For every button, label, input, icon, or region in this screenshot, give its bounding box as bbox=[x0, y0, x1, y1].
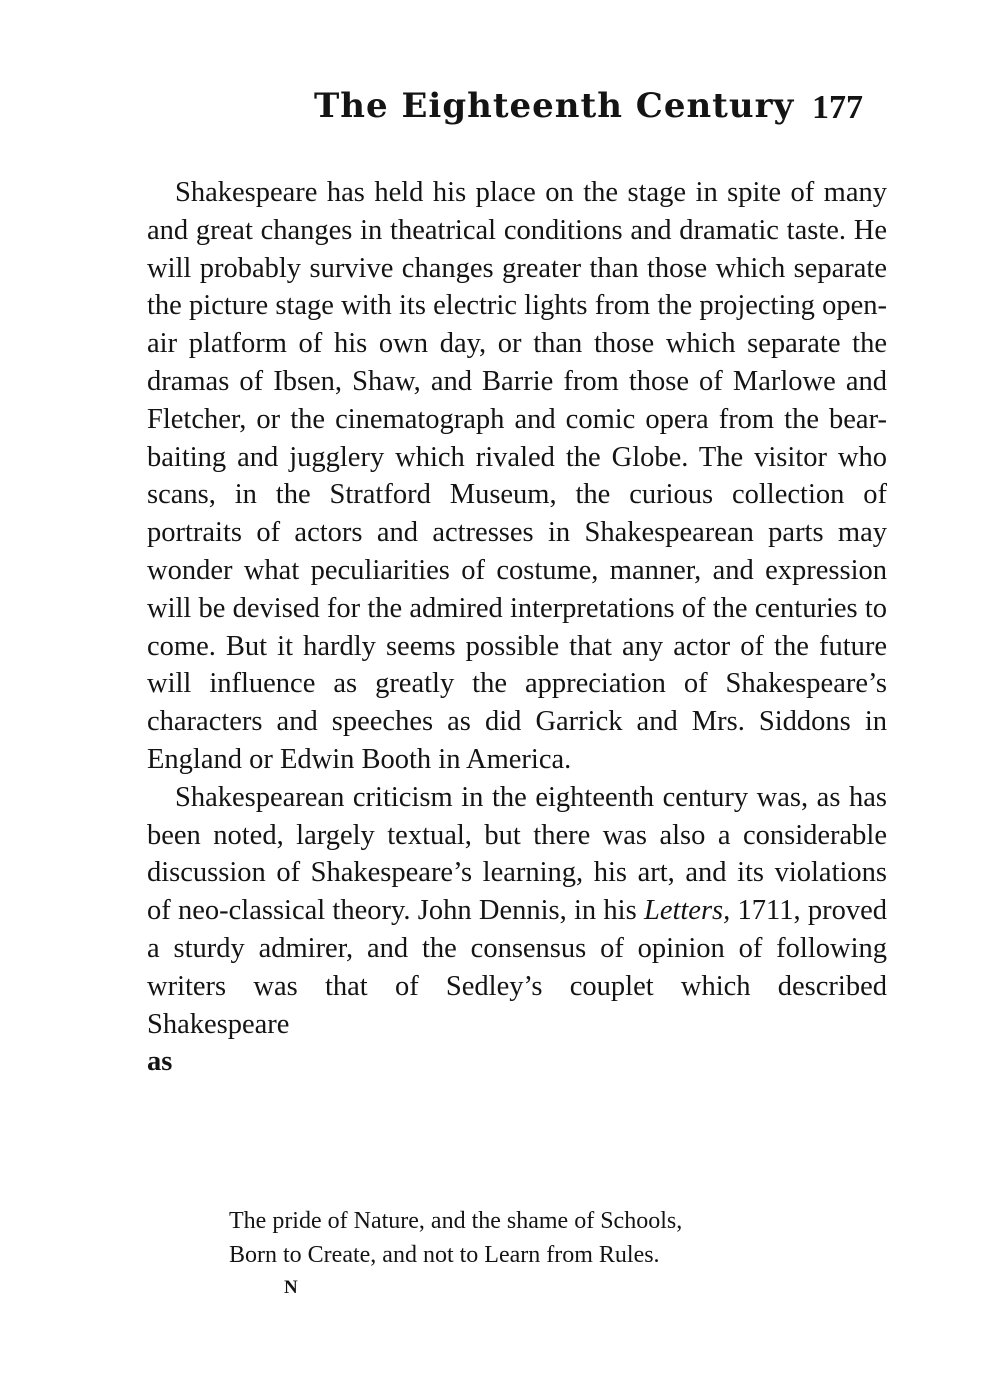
running-head-title: The Eighteenth Century bbox=[314, 86, 795, 126]
paragraph-criticism-text-start: Shakespearean criticism in the eighteenth century was, as has been noted, largely textual, but there was also a considerable discussion of Shakespeare’s learning, his art, and its violations of neo-classical theory. John Dennis, in his bbox=[147, 781, 887, 927]
signature-mark: N bbox=[284, 1277, 298, 1298]
page-number: 177 bbox=[812, 89, 863, 126]
couplet-line-2: Born to Create, and not to Learn from Rules. bbox=[229, 1242, 660, 1268]
paragraph-criticism bbox=[147, 779, 887, 1081]
paragraph-criticism-text-end: 1711, proved a sturdy admirer, and the consensus of opinion of following writers was that of Sedley’s couplet which described Shakespeare bbox=[147, 895, 887, 1040]
running-head bbox=[0, 84, 1000, 134]
paragraph-stage-history: Shakespeare has held his place on the stage in spite of many and great changes in theatrical conditions and dramatic taste. He will probably survive changes greater than those which separate the picture stage with its electric lights from the projecting open-air platform of his own day, or than those which separate the dramas of Ibsen, Shaw, and Barrie from those of Marlowe and Fletcher, or the cinematograph and comic opera from the bear-baiting and jugglery which rivaled the Globe. The visitor who scans, in the Stratford Museum, the curious collection of portraits of actors and actresses in Shakespearean parts may wonder what peculiarities of costume, manner, and expression will be devised for the admired interpretations of the centuries to come. But it hardly seems possible that any actor of the future will influence as greatly the appreciation of Shakespeare’s characters and speeches as did Garrick and Mrs. Siddons in England or Edwin Booth in America. bbox=[147, 177, 887, 775]
body-text bbox=[147, 174, 887, 1081]
sedley-couplet bbox=[229, 1204, 849, 1272]
couplet-line-1: The pride of Nature, and the shame of Schools, bbox=[229, 1208, 683, 1234]
paragraph-criticism-last-word: as bbox=[147, 1046, 173, 1078]
letters-title: Letters, bbox=[643, 895, 731, 927]
